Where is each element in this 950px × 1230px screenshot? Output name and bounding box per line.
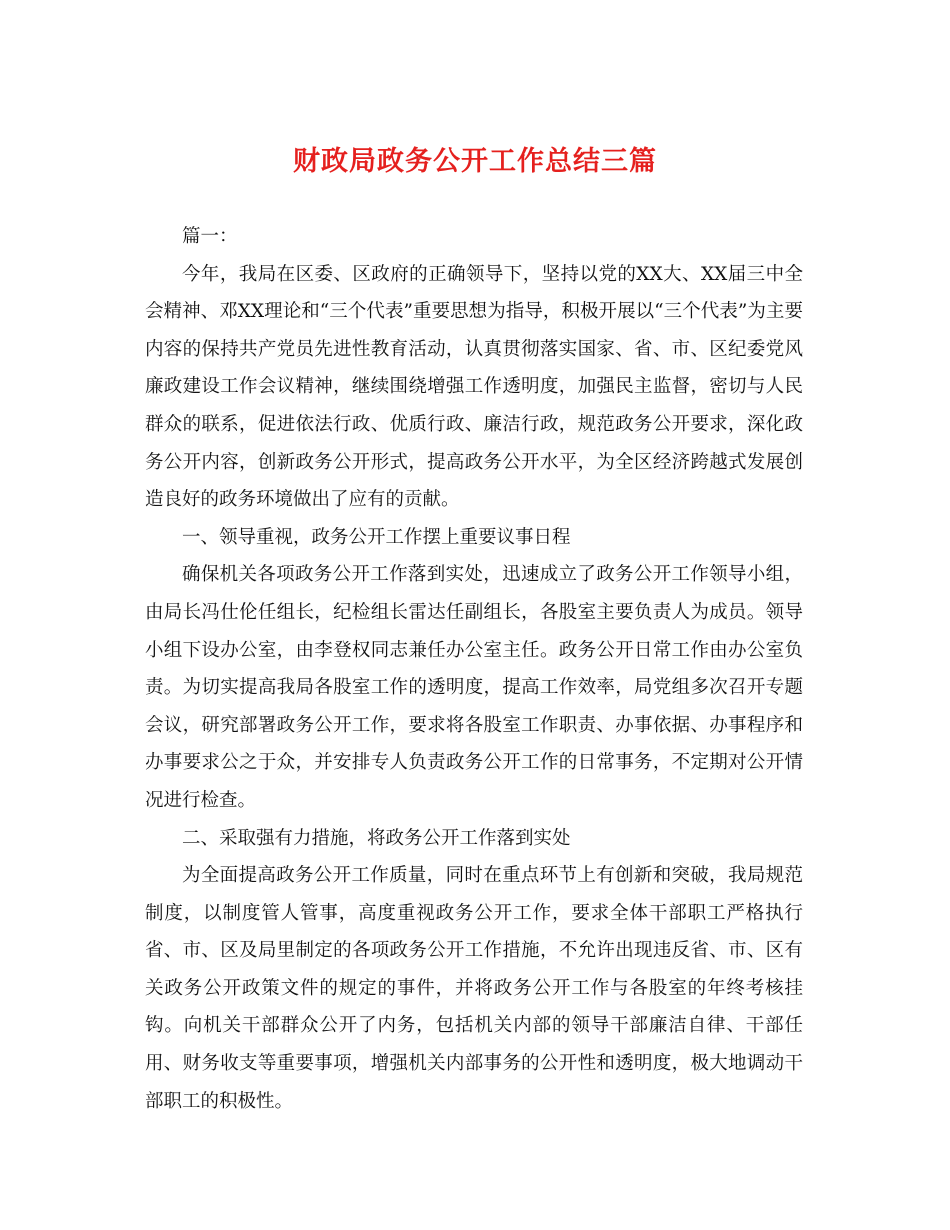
paragraph-section-one: 确保机关各项政务公开工作落到实处，迅速成立了政务公开工作领导小组，由局长冯仕伦任组长，纪检组长雷达任副组长，各股室主要负责人为成员。领导小组下设办公室，由李登权同志兼任办公室主任。政务公开日常工作由办公室负责。为切实提高我局各股室工作的透明度，提高工作效率，局党组多次召开专题会议，研究部署政务公开工作，要求将各股室工作职责、办事依据、办事程序和办事要求公之于众，并安排专人负责政务公开工作的日常事务，不定期对公开情况进行检查。: [145, 564, 803, 811]
section-heading-two: 二、采取强有力措施，将政务公开工作落到实处: [182, 827, 571, 849]
paragraph-introduction: 今年，我局在区委、区政府的正确领导下，坚持以党的XX大、XX届三中全会精神、邓XX理论和“三个代表”重要思想为指导，积极开展以“三个代表”为主要内容的保持共产党员先进性教育活动，认真贯彻落实国家、省、市、区纪委党风廉政建设工作会议精神，继续围绕增强工作透明度，加强民主监督，密切与人民群众的联系，促进依法行政、优质行政、廉洁行政，规范政务公开要求，深化政务公开内容，创新政务公开形式，提高政务公开水平，为全区经济跨越式发展创造良好的政务环境做出了应有的贡献。: [145, 263, 803, 511]
paragraph-section-two: 为全面提高政务公开工作质量，同时在重点环节上有创新和突破，我局规范制度，以制度管人管事，高度重视政务公开工作，要求全体干部职工严格执行省、市、区及局里制定的各项政务公开工作措施，不允许出现违反省、市、区有关政务公开政策文件的规定的事件，并将政务公开工作与各股室的年终考核挂钩。向机关干部群众公开了内务，包括机关内部的领导干部廉洁自律、干部任用、财务收支等重要事项，增强机关内部事务的公开性和透明度，极大地调动干部职工的积极性。: [145, 865, 803, 1112]
document-body: [145, 218, 803, 1120]
section-heading-part-one: 篇一：: [182, 226, 238, 247]
document-title: 财政局政务公开工作总结三篇: [293, 146, 657, 177]
section-heading-one: 一、领导重视，政务公开工作摆上重要议事日程: [182, 526, 571, 548]
